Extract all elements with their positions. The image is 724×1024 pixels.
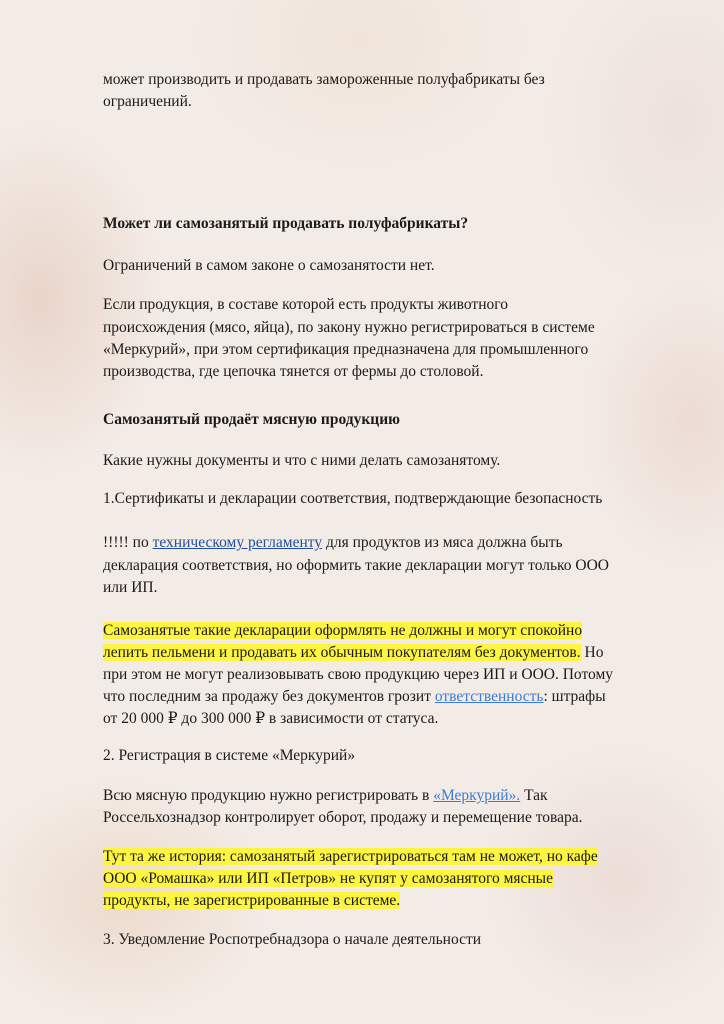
text-span: для продуктов из мяса должна быть: [322, 534, 563, 551]
text-line: Какие нужны документы и что с ними делать самозанятому.: [103, 452, 501, 469]
text-line: [103, 532, 663, 555]
text-span: что последним за продажу без документов грозит: [103, 688, 435, 705]
liability-link[interactable]: ответственность: [434, 688, 544, 705]
text-line: [103, 785, 663, 808]
text-span: : штрафы: [543, 688, 606, 705]
text-line: от 20 000 ₽ до 300 000 ₽ в зависимости от статуса.: [103, 710, 439, 727]
mercury-link[interactable]: «Меркурий».: [433, 787, 521, 804]
highlight: ООО «Ромашка» или ИП «Петров» не купят у самозанятого мясные: [103, 870, 553, 887]
text-line: 3. Уведомление Роспотребнадзора о начале деятельности: [103, 931, 482, 948]
text-line: Россельхознадзор контролирует оборот, продажу и перемещение товара.: [103, 809, 583, 826]
text-line: [103, 686, 663, 709]
text-line: при этом не могут реализовывать свою продукцию через ИП и ООО. Потому: [103, 666, 614, 683]
highlighted-line: [103, 620, 663, 643]
highlighted-line: [103, 846, 663, 869]
text-line: [103, 642, 663, 665]
text-line: Если продукция, в составе которой есть продукты животного: [103, 296, 508, 313]
highlight: Тут та же история: самозанятый зарегистрироваться там не может, но кафе: [103, 848, 598, 865]
text-line: производства, где цепочка тянется от фермы до столовой.: [103, 363, 484, 380]
technical-regulation-link[interactable]: техническому регламенту: [152, 534, 323, 551]
text-line: декларация соответствия, но оформить такие декларации могут только ООО: [103, 557, 610, 574]
text-line: «Меркурий», при этом сертификация предназначена для промышленного: [103, 341, 589, 358]
text-span: Так: [520, 787, 548, 804]
highlight: лепить пельмени и продавать их обычным покупателям без документов.: [103, 644, 581, 661]
text-span: !!!!! по: [103, 534, 153, 551]
text-line: происхождения (мясо, яйца), по закону нужно регистрироваться в системе: [103, 319, 595, 336]
text-line: или ИП.: [103, 579, 158, 596]
text-line: Ограничений в самом законе о самозанятости нет.: [103, 257, 435, 274]
text-span: Но: [580, 644, 604, 661]
highlighted-line: [103, 890, 663, 913]
text-line: может производить и продавать замороженные полуфабрикаты без: [103, 71, 545, 88]
text-line: 1.Сертификаты и декларации соответствия, подтверждающие безопасность: [103, 490, 603, 507]
highlighted-line: [103, 868, 663, 891]
highlight: Самозанятые такие декларации оформлять не должны и могут спокойно: [103, 622, 583, 639]
text-span: Всю мясную продукцию нужно регистрировать в: [103, 787, 434, 804]
section-heading: Может ли самозанятый продавать полуфабрикаты?: [103, 215, 469, 232]
highlight: продукты, не зарегистрированные в системе.: [103, 892, 401, 909]
text-line: 2. Регистрация в системе «Меркурий»: [103, 747, 356, 764]
section-heading: Самозанятый продаёт мясную продукцию: [103, 411, 400, 428]
text-line: ограничений.: [103, 93, 192, 110]
